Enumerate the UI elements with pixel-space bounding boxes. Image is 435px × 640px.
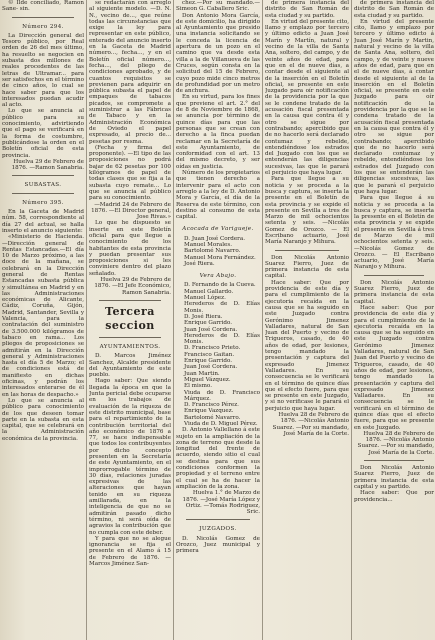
- signature: Huelva 28 de Febrero de 1876. —Nicolás Antonio Suarez. —Por su mandado, José María de la Corte.: [357, 430, 434, 456]
- paragraph: En virtud del presente cito, llamo y emplazo por tercero y último edicto á Juan José Marín y Martin, natural y vecino de la villa de Santa Ana, soltero, del campo, y de veinte y nueve años de edad, para que en el de nueve días, á contar desde el siguiente al de la inserción en el Boletín oficial, se presente en este Juzgado para oír notificación de la providencia por la que se le condena tratado de la acusación fiscal presentada en la causa que contra él y otro se sigue por contrabando; apercibido que de no hacerlo será declarado contumaz y rebelde, entendiéndose los estrados del Juzgado con los que se entenderán las diligencias sucesivas, las que le parará el perjuicio que haya lugar.: [354, 18, 434, 195]
- list-item: Manuel Gallardo.: [184, 288, 234, 295]
- column-2: [89, 0, 171, 640]
- signature: Huelva 1.° de Marzo de 1876. —José María López y Ortiz. —Tomás Rodriguez, Sric.: [182, 490, 260, 516]
- signature: Huelva 29 de Febrero de 1876. —Ramon Sanabria.: [11, 158, 84, 172]
- list-item: Enrique Garrido.: [184, 358, 232, 365]
- list-item: Juan José Cordera.: [184, 364, 238, 371]
- paragraph: Lo que he dispuesto se inserte en este Boletín oficial para que llegue a conocimiento de los habitantes de esta provincia y puedan presentar sus proposiciones si les conviniere dentro del plazo señalado.: [89, 220, 171, 277]
- list-item: Francisco Gaitan.: [184, 351, 235, 358]
- section-heading: SUBASTAS.: [24, 182, 62, 189]
- paragraph: de primera instancia del distrito de San Román de esta ciudad y su partido.: [354, 0, 434, 19]
- paragraph: Don Nicolás Antonio Suarez Fierro, Juez de primera instancia de esta capital.: [354, 279, 434, 305]
- column-1: [2, 0, 84, 640]
- column-rule: [173, 0, 174, 640]
- list-item: D. Fernando de la Cueva.: [184, 282, 256, 289]
- paragraph: Hace saber: Que por providencia de este día y para el cumplimiento de la ejecutoria recaída en la causa que se ha seguido en este Juzgado contra Gerónimo Jimenez Valladares, natural de San Juan del Puerto y vecino de Trigueros, casado, de 40 años de edad, por lesiones, tengo mandado la presentación y captura del expresado Jimenez Valladares. En su consecuencia se le verificará en el término de quince días que el efecto fuere, para que se presente en este Juzgado.: [354, 304, 434, 431]
- list-item: Miguel Vázquez.: [184, 376, 231, 383]
- paragraph: chez.—Por su mandado.— Simeon G. Caballero Sric.: [176, 0, 260, 13]
- column-rule: [351, 0, 352, 640]
- divider: [99, 300, 161, 301]
- list-item: El mismo.: [184, 383, 212, 390]
- column-rule: [262, 0, 263, 640]
- list-item: Manuel Morales.: [184, 241, 232, 248]
- list-item: Manuel López.: [184, 295, 226, 302]
- list-item: D. José Riera.: [184, 313, 223, 320]
- list-item: D. Francisco Prieto.: [184, 345, 241, 352]
- divider: [12, 175, 74, 176]
- divider: [12, 17, 74, 18]
- divider: [186, 519, 250, 520]
- section-heading: AYUNTAMIENTOS.: [99, 343, 161, 350]
- paragraph: En la Gaceta de Madrid núm. 58, correspondiente al día 27 del actual, se halla inserto el anuncio siguiente:: [2, 209, 84, 234]
- paragraph: La Dirección general del Tesoro público, por Real orden de 26 del mes último, ha resuelto se negocien en subasta dos millones de reales procedentes de las letras de Ultramar... para ser satisfechos en el término de cinco años, lo cual se hace saber para que los interesados puedan acudir al acto.: [2, 32, 84, 109]
- list-item: Viuda de D. Francisco Márquez.: [184, 389, 260, 402]
- divider: [99, 337, 161, 338]
- list-item: José Riera.: [184, 260, 215, 267]
- list-item: Bartolomé Navarro.: [184, 248, 241, 255]
- list-item: Herederos de D. Elías Monis.: [184, 332, 260, 346]
- list-item: Enrique Vazquez.: [184, 408, 234, 415]
- paragraph: © Ilde conciliado, Ramon Sane‑ sin.: [2, 0, 84, 13]
- list-item: Manuel Mora Fernández.: [184, 254, 256, 261]
- name-list: [176, 236, 260, 267]
- subheading: Acocada de Varigueje.: [182, 226, 254, 233]
- divider: [364, 460, 424, 461]
- list-item: Enrique Garrido.: [184, 320, 232, 327]
- paragraph: D. Nicolás Gomez de Orozco, Juez municipal y primera: [176, 535, 260, 555]
- divider: [364, 275, 424, 276]
- signature: —Madrid 24 de Febrero de 1876. —El Director general, Jose Rivas.»: [91, 201, 171, 221]
- section-title: Tercera seccion: [105, 304, 155, 332]
- paragraph: D. Antonio Vallellano á este sujeto en la ampliación de la zona de terreno que desde la longitud del frente de acuerdo, siendo sitio el cual se destina para que sus condiciones conformen la propiedad y el terreno entre el cual se ha de hacer la ampliación de la zona.: [176, 427, 260, 490]
- divider: [12, 193, 74, 194]
- column-4: [265, 0, 349, 640]
- paragraph: Hace saber: Que por providencia...: [354, 490, 434, 503]
- paragraph: En su virtud, para los fines que previene el art. 2.° del de 8 de Noviembre de 1868, se anuncia por término de quince días para que las personas que se crean con derecho a la finca puedan reclamar en la Secretaría de este Ayuntamiento, de conformidad con el art. 13 del mismo decreto, y ser oídas en justicia.: [176, 94, 260, 170]
- list-item: Herederos de D. Elías Monis.: [184, 301, 260, 314]
- paragraph: Don Antonio Mora García, de este domicilio, ha dirigido al Ayuntamiento que presido una instancia solicitando se le conceda la licencia de apertura de un pozo en el camino que va desde esta villa a la de Villanueva de las Cruces, según consta en la solicitud del 15 de Febrero, cuyo pozo mide cinco metros de profundidad por un metro de anchura.: [176, 12, 260, 95]
- paragraph: Hago saber: Que siendo llegada la época en que la Junta pericial debe ocuparse en los trabajos de evaluación de la riqueza de este distrito municipal, base para el repartimiento de la contribución territorial del año económico de 1876 a 77, se hace indispensable que todos los contribuyentes por dicho concepto presenten en la Secretaría de este Ayuntamiento, en el improrrogable término de 30 días, relaciones juradas expresivas de las alteraciones que hayan tenido en su riqueza amillarada, en la inteligencia de que no se admitirán pasado dicho término, ni será oída de agravios la contribución que no cumpla con este deber.: [89, 378, 171, 536]
- list-item: Juan Martin.: [184, 370, 220, 377]
- list-item: D. Francisco Pérez.: [184, 402, 239, 409]
- signature: Huelva 28 de Febrero de 1876. —Nicolás Antonio Suarez. —Por su mandado, José María de la Corte.: [272, 412, 349, 437]
- column-rule: [86, 0, 87, 640]
- section-heading: JUZGADOS.: [199, 526, 237, 533]
- list-item: Viuda de D. Miguel Pérez.: [184, 421, 258, 427]
- list-item: Bartolomé Navarro.: [184, 414, 241, 421]
- section-number: Número 395.: [22, 199, 64, 206]
- paragraph: En virtud del presente cito, llamo y emplazo por tercero y último edicto a Juan José Marín y Martín, natural y vecino de la villa de Santa Ana, soltero, del campo, y de veinte años de edad, para que en el de nueve días, a contar desde el siguiente al de la inserción en el Boletín oficial, se presente en este Juzgado para oír notificación de la providencia por la que se le condene tratado de la acusación fiscal presentada en la causa que contra él y otro se sigue por contrabando; apercibido que de no hacerlo será declarado contumaz y rebelde, entendiéndose los estrados del Juzgado con los que se entenderán las diligencias sucesivas, las que le parará el perjuicio que haya lugar.: [265, 18, 349, 177]
- paragraph: Lo que se anuncia al público para conocimiento de los que deseen tomar parte en la subasta en esta capital, que se celebrará en la Administración económica de la provincia.: [2, 397, 84, 442]
- paragraph: se redactarán con arreglo al siguiente modelo. —D. N. N., vecino de..., que reúne todas las circunstancias que exige la ley para representar en este público, enterado del anuncio inserto en la Gaceta de Madrid número..., fecha..., y en el Boletín oficial número..., fecha..., del pliego de condiciones aprobado, y de cuantos requisitos se previenen para adquirir en pública subasta el papel de empaques de tabacos picados, se compromete a suministrar a las Fábricas de Tabaco y en la Administración Económica de Oviedo el papel expresado, al precio de... pesetas por resma.: [89, 0, 171, 145]
- section-number: Número 294.: [22, 23, 64, 30]
- paragraph: Don Nicolás Antonio Suarez Fierro, Juez de primera instancia de esta capital y su partido.: [354, 465, 434, 490]
- paragraph: Y para que no se alegue ignorancia se fija el presente en el Alamo á 15 de Febrero de 1876. —Marcos Jiménez San‑: [89, 535, 171, 568]
- paragraph: Para que llegue á su noticia y se proceda a la busca y captura, se inserta la presente en el Boletín de esta provincia y se expide el presente en Sevilla á tres de Marzo de mil ochocientos setenta y seis. —Nicolás Gomez de Orozco. — El Escribano actuario, José María Naranjo y Mihura.: [354, 195, 434, 271]
- paragraph: D. Marcos Jiménez Sanchez, Alcalde presidente del Ayuntamiento de este pueblo.: [89, 353, 171, 379]
- paragraph: (Fecha y firma del proponente). —El tipo de las proposiciones no podrá bajar de 62 pesetas por 100 kilógramos de papel de todas clases que se fija a la subasta cuyo remate... Lo que se anuncia al público para su conocimiento.: [89, 144, 171, 202]
- column-3: [176, 0, 260, 640]
- paragraph: Lo que se anuncia al público para su conocimiento, advirtiendo que el pago se verificará en la forma de costumbre, publicándose la orden en el Boletín oficial de esta provincia.: [2, 108, 84, 159]
- paragraph: Hace saber: Que por providencia de este día y para el cumplimiento de la ejecutoria recaída en la causa que se ha seguido en este Juzgado contra Gerónimo Jimenez Valladares, natural de San Juan del Puerto y vecino de Trigueros, casado, de 40 años de edad, por lesiones, tengo mandado la presentación y captura del expresado Jimenez Valladares. En su consecuencia se le verificará en el término de quince días que el efecto fuere, para que se presente en este Juzgado, y si no verificase le parará el perjuicio que haya lugar.: [265, 279, 349, 412]
- paragraph: Número de los propietarios que tienen derecho a intervenir para el acto con arreglo a la ley de D. Antonio Mora y García, el día de la Reserva de este término, con destino al consumo de esta capital.: [176, 170, 260, 221]
- signature: Huelva 29 de Febrero de 1876. —El Jefe Económico, Ramon Sanabria.: [94, 277, 171, 296]
- subheading: Vera Abajo.: [199, 273, 237, 280]
- column-5: [354, 0, 434, 640]
- paragraph: Don Nicolás Antonio Suarez Fierro, Juez de primera instancia de esta capital.: [265, 254, 349, 280]
- list-item: Juan José Cordera.: [184, 326, 238, 333]
- list-item: D. Juan José Cordera.: [184, 235, 245, 242]
- name-list: [176, 282, 260, 427]
- paragraph: Para que llegue a su noticia y se proceda a la busca y captura, se inserta la presente en el Boletín de esta provincia y se expide el presente en Sevilla a tres de Marzo de mil ochocientos setenta y seis. —Nicolás Gomez de Orozco. — El Escribano actuario, José María Naranjo y Mihura.: [265, 176, 349, 246]
- divider: [275, 250, 339, 251]
- paragraph: «Ministerio de Hacienda.—Dirección general de Rentas Estancadas.—El día 10 de Marzo próximo, a las doce de la mañana, se celebrará en la Dirección general de Rentas Estancadas subasta pública y simultánea en Madrid y en las Administraciones económicas de Alicante, Cádiz, Coruña, Gijón, Madrid, Santander, Sevilla y Valencia, para la contratación del suministro de 3.500.000 kilógramos de tabaco en rama... Los pliegos de proposiciones se admitirán en la Dirección general y Administraciones hasta el día 5 de Marzo; el de condiciones está de manifiesto en dichas oficinas, y podrán los interesados enterarse de él en las horas de despacho.»: [2, 234, 84, 398]
- paragraph: de primera instancia del distrito de San Román de esta ciudad y su partido.: [265, 0, 349, 19]
